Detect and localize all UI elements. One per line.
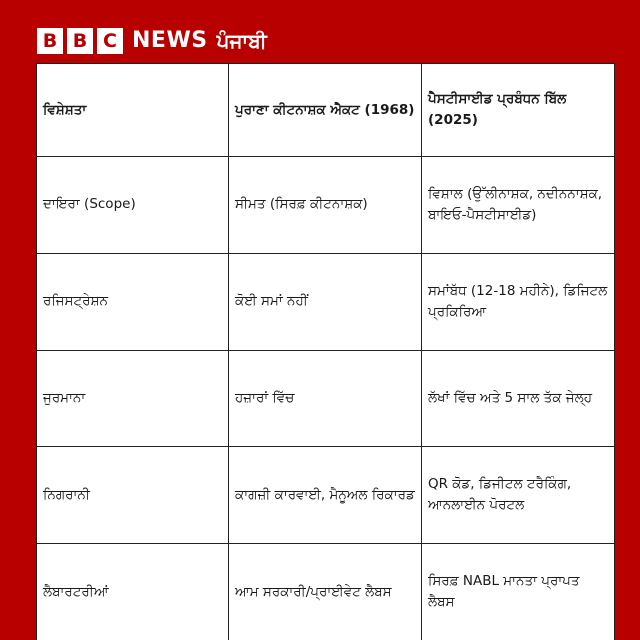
cell-old-act: ਸੀਮਤ (ਸਿਰਫ਼ ਕੀਟਨਾਸ਼ਕ): [229, 157, 422, 254]
header-new-bill: ਪੈਸਟੀਸਾਈਡ ਪ੍ਰਬੰਧਨ ਬਿੱਲ (2025): [422, 64, 615, 157]
bbc-news-punjabi-logo: [37, 28, 267, 54]
cell-new-bill: ਸਮਾਂਬੱਧ (12-18 ਮਹੀਨੇ), ਡਿਜਿਟਲ ਪ੍ਰਕਿਰਿਆ: [422, 253, 615, 350]
cell-old-act: ਕੋਈ ਸਮਾਂ ਨਹੀਂ: [229, 253, 422, 350]
cell-old-act: ਕਾਗਜ਼ੀ ਕਾਰਵਾਈ, ਮੈਨੂਅਲ ਰਿਕਾਰਡ: [229, 447, 422, 544]
comparison-table: [36, 63, 615, 640]
cell-old-act: ਆਮ ਸਰਕਾਰੀ/ਪ੍ਰਾਈਵੇਟ ਲੈਬਸ: [229, 544, 422, 640]
language-wordmark: ਪੰਜਾਬੀ: [216, 29, 267, 53]
cell-feature: ਰਜਿਸਟ੍ਰੇਸ਼ਨ: [37, 253, 229, 350]
cell-feature: ਨਿਗਰਾਨੀ: [37, 447, 229, 544]
table-row: [37, 253, 615, 350]
bbc-block-b1: B: [37, 28, 63, 54]
table-row: [37, 157, 615, 254]
comparison-table-container: [36, 63, 614, 640]
cell-feature: ਜੁਰਮਾਨਾ: [37, 350, 229, 447]
cell-feature: ਲੈਬਾਰਟਰੀਆਂ: [37, 544, 229, 640]
header-old-act: ਪੁਰਾਣਾ ਕੀਟਨਾਸ਼ਕ ਐਕਟ (1968): [229, 64, 422, 157]
bbc-block-b2: B: [67, 28, 93, 54]
table-header-row: [37, 64, 615, 157]
table-row: [37, 447, 615, 544]
header-feature: ਵਿਸ਼ੇਸ਼ਤਾ: [37, 64, 229, 157]
cell-new-bill: ਵਿਸ਼ਾਲ (ਉੱਲੀਨਾਸ਼ਕ, ਨਦੀਨਨਾਸ਼ਕ, ਬਾਇਓ-ਪੈਸਟੀਸਾਈਡ): [422, 157, 615, 254]
news-wordmark: NEWS: [132, 28, 208, 53]
cell-new-bill: QR ਕੋਡ, ਡਿਜੀਟਲ ਟਰੈਕਿੰਗ, ਆਨਲਾਈਨ ਪੋਰਟਲ: [422, 447, 615, 544]
cell-new-bill: ਲੱਖਾਂ ਵਿੱਚ ਅਤੇ 5 ਸਾਲ ਤੱਕ ਜੇਲ੍ਹ: [422, 350, 615, 447]
cell-new-bill: ਸਿਰਫ਼ NABL ਮਾਨਤਾ ਪ੍ਰਾਪਤ ਲੈਬਸ: [422, 544, 615, 640]
table-row: [37, 544, 615, 640]
table-row: [37, 350, 615, 447]
bbc-block-c: C: [97, 28, 123, 54]
cell-feature: ਦਾਇਰਾ (Scope): [37, 157, 229, 254]
bbc-blocks: [37, 28, 123, 54]
cell-old-act: ਹਜ਼ਾਰਾਂ ਵਿੱਚ: [229, 350, 422, 447]
